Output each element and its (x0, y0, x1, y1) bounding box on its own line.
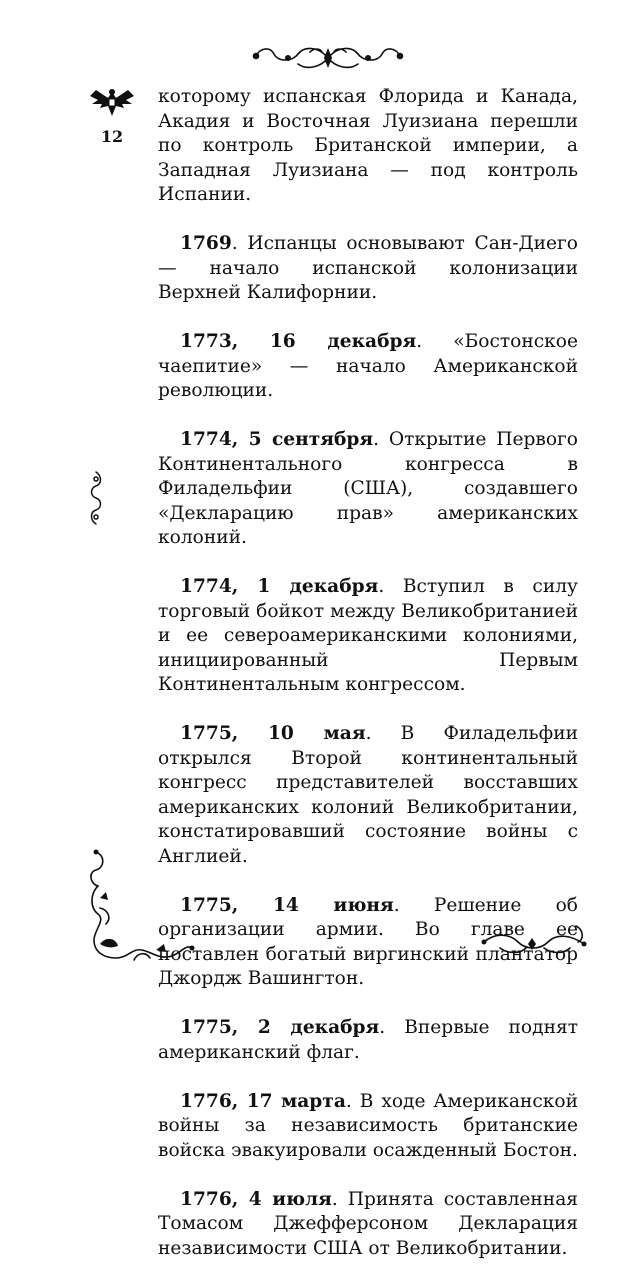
entry-text: . Вступил в силу торговый бойкот между Великобританией и ее североамериканскими колониями, инициированный Первым Континентальным конгрессом. (158, 576, 578, 695)
entry-date: 1775, 2 декабря (180, 1017, 380, 1038)
entry-text: . «Бостонское чаепитие» — начало Американской революции. (158, 331, 579, 401)
chronology-entry (158, 428, 578, 551)
entry-text: . В ходе Американской войны за независимость британские войска эвакуировали осажденный Бостон. (158, 1090, 578, 1161)
page-number: 12 (100, 127, 124, 146)
entry-date: 1775, 14 июня (180, 894, 394, 916)
entry-text: . Впервые поднят американский флаг. (158, 1017, 578, 1063)
entry-date: 1776, 4 июля (180, 1188, 332, 1210)
chronology-entry (158, 232, 578, 306)
continuation-paragraph: которому испанская Флорида и Канада, Акадия и Восточная Луизиана перешли по контроль Британской империи, а Западная Луизиана — под контроль Испании. (158, 86, 578, 205)
entry-date: 1776, 17 марта (180, 1090, 346, 1112)
entry-text: . Принята составленная Томасом Джефферсоном Декларация независимости США от Великобритании. (158, 1188, 579, 1259)
side-scroll-flourish-icon (88, 470, 104, 526)
eagle-emblem-icon (88, 86, 136, 120)
chronology-entry (158, 722, 578, 869)
entry-text: . В Филадельфии открылся Второй континентальный конгресс представителей восставших американских колоний Великобритании, констатировавший состояние войны с Англией. (158, 723, 578, 867)
entry-text: . Испанцы основывают Сан-Диего — начало испанской колонизации Верхней Калифорнии. (158, 233, 578, 303)
entry-date: 1775, 10 мая (180, 723, 366, 744)
chronology-entry (158, 894, 578, 992)
chronology-entry (158, 575, 578, 698)
entry-text: . Решение об организации армии. Во главе ее поставлен богатый виргинский плантатор Джордж Вашингтон. (158, 894, 578, 989)
text-block (158, 85, 578, 1286)
entry-date: 1774, 5 сентября (180, 429, 374, 450)
chronology-entry (158, 330, 578, 404)
chronology-entry (158, 1016, 578, 1065)
entry-text: . Открытие Первого Континентального конгресса в Филадельфии (США), создавшего «Декларацию прав» американских колоний. (158, 429, 578, 548)
header-flourish-icon (248, 38, 408, 78)
entry-date: 1769 (180, 233, 232, 254)
entry-date: 1773, 16 декабря (180, 331, 417, 352)
chronology-entry (158, 1188, 578, 1262)
entry-date: 1774, 1 декабря (180, 576, 379, 597)
chronology-entry (158, 1090, 578, 1164)
